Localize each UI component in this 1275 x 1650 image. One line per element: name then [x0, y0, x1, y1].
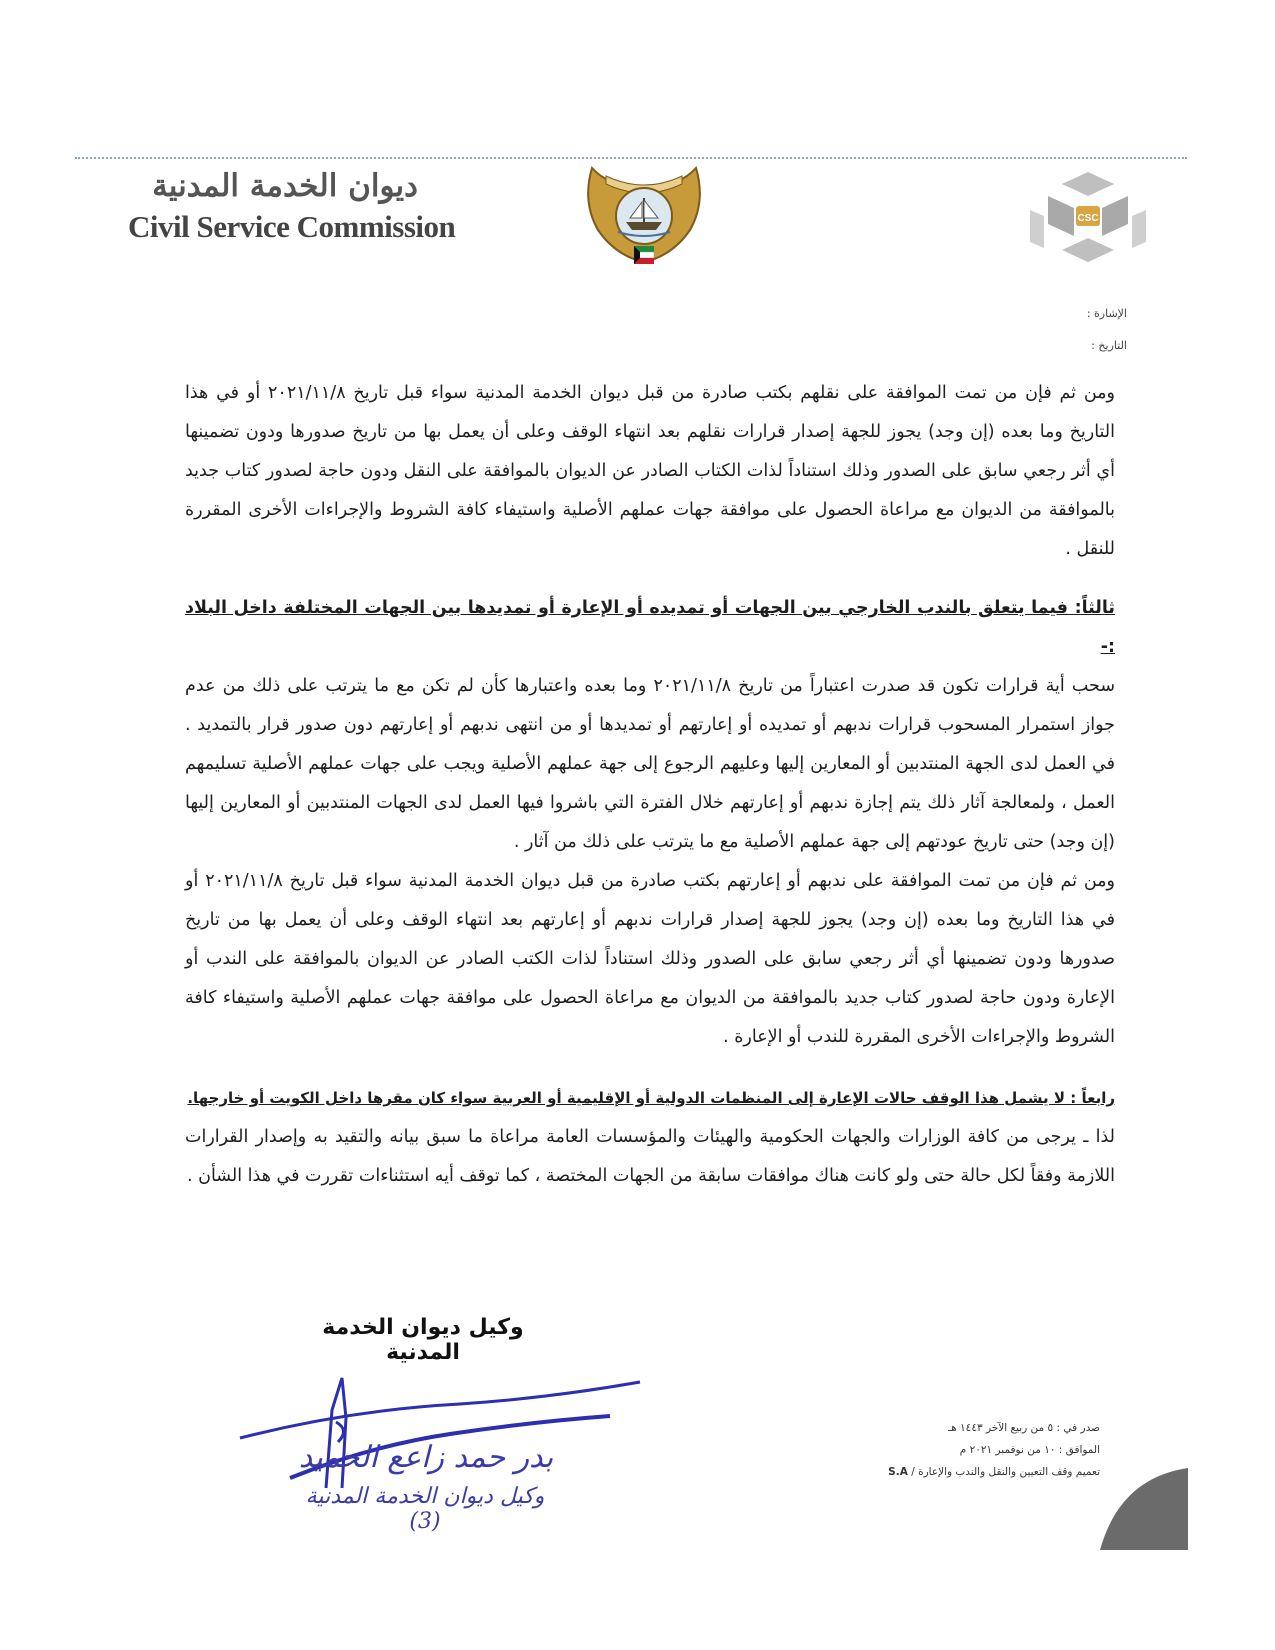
section-heading-fourth: رابعاً : لا يشمل هذا الوقف حالات الإعارة إلى المنظمات الدولية أو الإقليمية أو العربية سواء كان مقرها داخل الكويت أو خارجها. — [187, 1089, 1115, 1107]
csc-logo-text: CSC — [1077, 213, 1099, 224]
paragraph-secondment-withdrawal: سحب أية قرارات تكون قد صدرت اعتباراً من تاريخ ٢٠٢١/١١/٨ وما بعده واعتبارها كأن لم تكن مع ما يترتب على ذلك من عدم جواز استمرار المسحوب قرارات ندبهم أو تمديده أو إعارتهم أو تمديدها أو من انتهى ندبهم أو إعارتهم دون صدور قرار بالتمديد . في العمل لدى الجهة المنتدبين أو المعارين إليها وعليهم الرجوع إلى جهة عملهم الأصلية ويجب على جهات عملهم الأصلية تسليمهم العمل ، ولمعالجة آثار ذلك يتم إجازة ندبهم أو إعارتهم خلال الفترة التي باشروا فيها العمل لدى الجهات المنتدبين أو المعارين إليها (إن وجد) حتى تاريخ عودتهم إلى جهة عملهم الأصلية مع ما يترتب على ذلك من آثار . — [185, 676, 1115, 852]
org-name-english: Civil Service Commission — [128, 209, 456, 244]
signatory-title: وكيل ديوان الخدمة المدنية — [322, 1315, 524, 1365]
signatory-name: بدر حمد زاعع الحميد — [298, 1440, 554, 1475]
section-heading-third: ثالثاً: فيما يتعلق بالندب الخارجي بين الجهات أو تمديده أو الإعارة أو تمديدها بين الجهات المختلفة داخل البلاد :- — [185, 598, 1115, 657]
letter-body — [185, 374, 1115, 1196]
issued-date-hijri: صدر في : ٥ من ربيع الآخر ١٤٤٣ هـ — [948, 1422, 1100, 1434]
corner-decoration — [1100, 1468, 1188, 1550]
csc-logo-icon — [1018, 166, 1158, 270]
author-initials: S.A — [888, 1466, 908, 1478]
issued-date-gregorian: الموافق : ١٠ من نوفمبر ٢٠٢١ م — [959, 1444, 1100, 1456]
date-label: التاريخ : — [1091, 339, 1127, 352]
issue-info — [888, 1418, 1100, 1484]
org-name-arabic: ديوان الخدمة المدنية — [152, 168, 418, 204]
reference-block — [1087, 302, 1127, 366]
paragraph-secondment-approval: ومن ثم فإن من تمت الموافقة على ندبهم أو إعارتهم بكتب صادرة من قبل ديوان الخدمة المدنية سواء قبل تاريخ ٢٠٢١/١١/٨ أو في هذا التاريخ وما بعده (إن وجد) يجوز للجهة إصدار قرارات ندبهم أو إعارتهم بعد انتهاء الوقف وعلى أن يعمل بها من تاريخ صدورها ودون تضمينها أي أثر رجعي سابق على الصدور وذلك استناداً لذات الكتب الصادر عن الديوان بالموافقة على الندب أو الإعارة ودون حاجة لصدور كتاب جديد بالموافقة من الديوان مع مراعاة الحصول على موافقة جهات عملهم الأصلية واستيفاء كافة الشروط والإجراءات الأخرى المقررة للندب أو الإعارة . — [185, 871, 1115, 1047]
kuwait-emblem-icon — [578, 158, 710, 274]
paragraph-closing: لذا ـ يرجى من كافة الوزارات والجهات الحكومية والهيئات والمؤسسات العامة مراعاة ما سبق بيانه والتقيد به وإصدار القرارات اللازمة وفقاً لكل حالة حتى ولو كانت هناك موافقات سابقة من الجهات المختصة ، كما توقف أيه استثناءات تقررت في هذا الشأن . — [185, 1127, 1115, 1186]
paragraph-transfer: ومن ثم فإن من تمت الموافقة على نقلهم بكتب صادرة من قبل ديوان الخدمة المدنية سواء قبل تاريخ ٢٠٢١/١١/٨ أو في هذا التاريخ وما بعده (إن وجد) يجوز للجهة إصدار قرارات نقلهم بعد انتهاء الوقف وعلى أن يعمل بها من تاريخ صدورها ودون تضمينها أي أثر رجعي سابق على الصدور وذلك استناداً لذات الكتاب الصادر عن الديوان بالموافقة على النقل ودون حاجة لصدور كتاب جديد بالموافقة من الديوان مع مراعاة الحصول على موافقة جهات عملهم الأصلية واستيفاء كافة الشروط والإجراءات الأخرى المقررة للنقل . — [185, 383, 1115, 559]
circular-note — [888, 1462, 1100, 1484]
signatory-subtitle: وكيل ديوان الخدمة المدنية (3) — [305, 1484, 545, 1534]
reference-label: الإشارة : — [1086, 307, 1127, 320]
circular-subject: تعميم وقف التعيين والنقل والندب والإعارة / — [911, 1466, 1100, 1478]
